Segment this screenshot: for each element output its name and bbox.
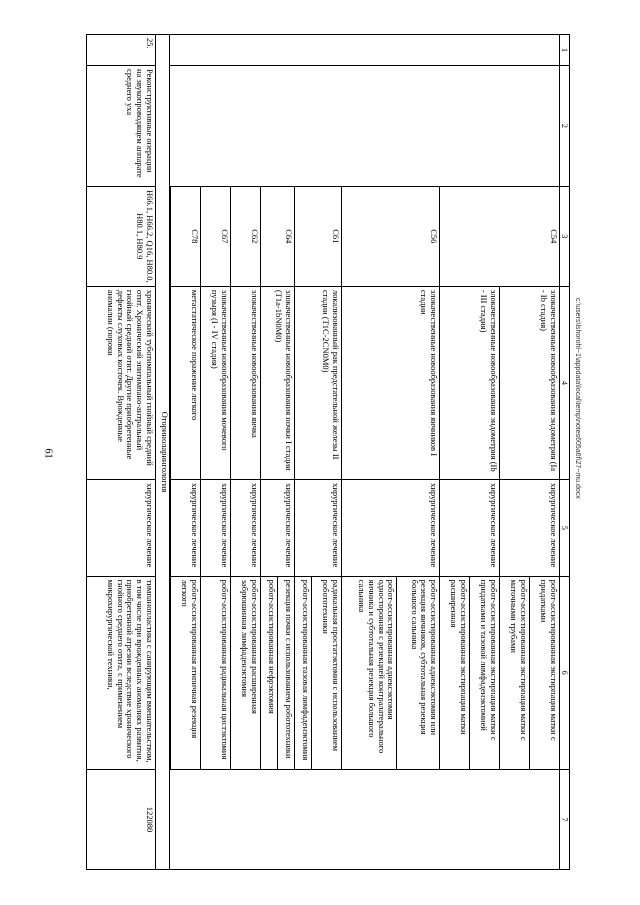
header-col-2: 2 (559, 66, 569, 187)
treatment-method: робот-ассистированная экстирпация матки с маточными трубами (500, 576, 530, 769)
treatment-kind: хирургическое лечение (230, 480, 260, 577)
treatment-method: робот-ассистированная расширенная забрюшинная лимфаденэктомия (230, 576, 260, 769)
treatment-method: робот-ассистированная аднексэктомия односторонняя с резекцией контралатерального яичника и субтотальная резекция большого сальника (341, 576, 397, 769)
icd-code: C56 (341, 186, 440, 286)
treatment-method: робот-ассистированная радикальная цистэктомия (201, 576, 231, 769)
patient-model: локализованный рак предстательной железы II стадии (T1C-2CN0M0) (294, 286, 341, 479)
icd-code: C62 (230, 186, 260, 286)
icd-code: C67 (201, 186, 231, 286)
treatment-method: резекция почки с использованием робототехники (277, 576, 294, 769)
icd-code: C64 (260, 186, 294, 286)
treatment-kind: хирургическое лечение (260, 480, 294, 577)
patient-model: злокачественные новообразования яичников I стадии (341, 286, 440, 479)
empty-name-cell (170, 66, 560, 187)
treatment-kind: хирургическое лечение (440, 480, 500, 577)
treatment-kind: хирургическое лечение (171, 480, 201, 577)
icd-code: C61 (294, 186, 341, 286)
item-number: 25. (87, 35, 156, 66)
patient-model: злокачественные новообразования эндометрия (Ia - Ib стадия) (500, 286, 560, 479)
footer-file-path: c:\users\lshorohl~1\appdata\local\temp\notes605a6f\27~mu.docx (574, 298, 581, 499)
procedures-table (86, 34, 570, 870)
table-row (529, 35, 559, 870)
icd-code: C78 (171, 186, 201, 286)
rotated-table-page (86, 34, 570, 870)
empty-num-cell (170, 35, 560, 66)
treatment-kind: хирургическое лечение (500, 480, 560, 577)
table-row (87, 35, 156, 870)
header-col-7: 7 (559, 769, 569, 869)
treatment-method: тимпанопластика с санирующим вмешательством, в том числе при врожденных аномалиях развития, приобретенной атрезии вследствие хронического гнойного среднего отита, с применением микрохирургической техники, (87, 576, 156, 769)
patient-model: злокачественные новообразования почки I стадии (T1a-1bN0M0) (260, 286, 294, 479)
page-number: 61 (42, 448, 54, 459)
header-col-3: 3 (559, 186, 569, 286)
section-row (155, 35, 169, 870)
patient-model: злокачественные новообразования яичка (230, 286, 260, 479)
patient-model: хронический туботимпальный гнойный средний отит. Хронический эпитимпано-антральный гнойный средний отит. Другие приобретенные дефекты слуховых косточек. Врожденные аномалии (пороки (87, 286, 156, 479)
treatment-kind: хирургическое лечение (201, 480, 231, 577)
patient-model: метастатическое поражение легкого (171, 286, 201, 479)
treatment-method: робот-ассистированная экстирпация матки с придатками (529, 576, 559, 769)
cost-value: 122080 (87, 769, 156, 869)
patient-model: злокачественные новообразования мочевого пузыря (I - IV стадия) (201, 286, 231, 479)
treatment-kind: хирургическое лечение (341, 480, 440, 577)
treatment-method: робот-ассистированная нефрэктомия (260, 576, 277, 769)
header-col-4: 4 (559, 286, 569, 479)
treatment-kind: хирургическое лечение (87, 480, 156, 577)
icd-code: H66.1, H66.2, Q16, H80.0, H80.1, H80.9 (87, 186, 156, 286)
treatment-method: радикальная простатэктомия с использованием робототехники (311, 576, 341, 769)
icd-code: C54 (440, 186, 560, 286)
header-col-1: 1 (559, 35, 569, 66)
treatment-method: робот-ассистированная атипичная резекция легкого (171, 576, 201, 769)
item-name: Реконструктивные операции на звукопроводящем аппарате среднего уха (87, 66, 156, 187)
header-row (559, 35, 569, 870)
treatment-method: робот-ассистированная экстирпация матки расширенная (440, 576, 470, 769)
treatment-method: робот-ассистированная аднексэктомия или резекция яичников, субтотальная резекция большого сальника (397, 576, 440, 769)
empty-cost-cell (170, 769, 560, 869)
treatment-method: робот-ассистированная экстирпация матки с придатками и тазовой лимфаденэктомией (470, 576, 500, 769)
header-col-5: 5 (559, 480, 569, 577)
patient-model: злокачественные новообразования эндометрия (Ib - III стадия) (440, 286, 500, 479)
treatment-kind: хирургическое лечение (294, 480, 341, 577)
header-col-6: 6 (559, 576, 569, 769)
treatment-method: робот-ассистированная тазовая лимфаденэктомия (294, 576, 311, 769)
section-title: Оториноларингология (155, 35, 169, 870)
